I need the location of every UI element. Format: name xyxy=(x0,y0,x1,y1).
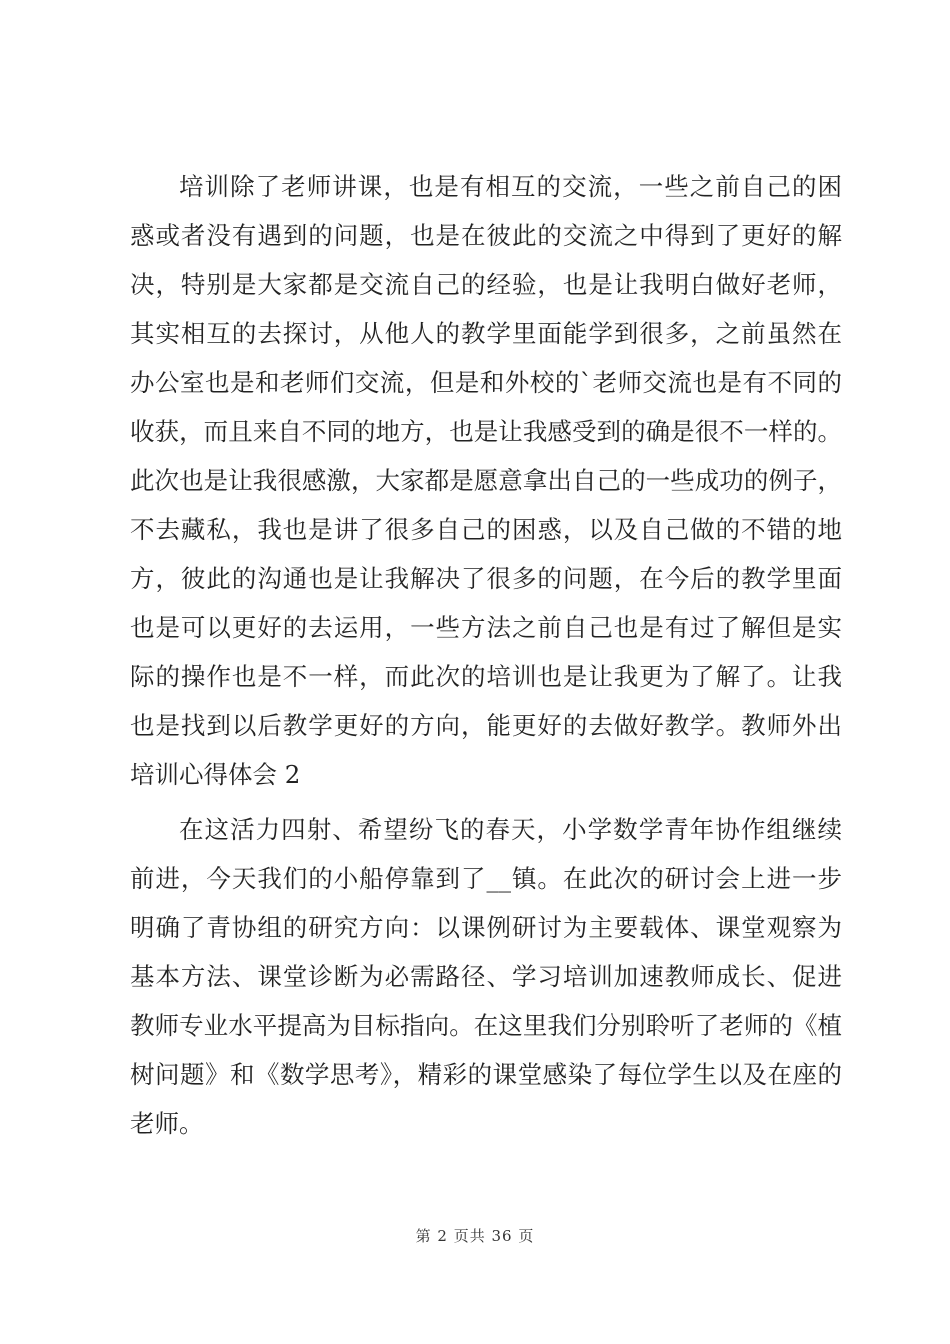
text-line: 不去藏私，我也是讲了很多自己的困惑，以及自己做的不错的地 xyxy=(130,515,842,544)
text-line: 也是找到以后教学更好的方向，能更好的去做好教学。教师外出 xyxy=(130,711,842,740)
text-line: 也是可以更好的去运用，一些方法之前自己也是有过了解但是实 xyxy=(130,613,842,642)
page-footer: 第 2 页共 36 页 xyxy=(415,1227,535,1245)
text-line: 决，特别是大家都是交流自己的经验，也是让我明白做好老师， xyxy=(130,270,842,299)
paragraph xyxy=(130,162,842,799)
text-line: 培训心得体会 2 xyxy=(130,760,301,789)
text-line: 明确了青协组的研究方向：以课例研讨为主要载体、课堂观察为 xyxy=(130,913,842,942)
text-line: 际的操作也是不一样，而此次的培训也是让我更为了解了。让我 xyxy=(130,662,842,691)
text-line: 方，彼此的沟通也是让我解决了很多的问题，在今后的教学里面 xyxy=(130,564,842,593)
text-line: 在这活力四射、希望纷飞的春天，小学数学青年协作组继续 xyxy=(179,815,842,844)
text-line: 办公室也是和老师们交流，但是和外校的`老师交流也是有不同的 xyxy=(130,368,842,397)
text-line: 老师。 xyxy=(130,1109,204,1138)
text-line: 收获，而且来自不同的地方，也是让我感受到的确是很不一样的。 xyxy=(130,417,842,446)
document-body xyxy=(130,162,842,1148)
text-line: 树问题》和《数学思考》，精彩的课堂感染了每位学生以及在座的 xyxy=(130,1060,842,1089)
text-line: 培训除了老师讲课，也是有相互的交流，一些之前自己的困 xyxy=(179,172,842,201)
text-line: 前进，今天我们的小船停靠到了__镇。在此次的研讨会上进一步 xyxy=(130,864,842,893)
text-line: 惑或者没有遇到的问题，也是在彼此的交流之中得到了更好的解 xyxy=(130,221,842,250)
text-line: 基本方法、课堂诊断为必需路径、学习培训加速教师成长、促进 xyxy=(130,962,842,991)
text-line: 此次也是让我很感激，大家都是愿意拿出自己的一些成功的例子， xyxy=(130,466,842,495)
text-line: 其实相互的去探讨，从他人的教学里面能学到很多，之前虽然在 xyxy=(130,319,842,348)
text-line: 教师专业水平提高为目标指向。在这里我们分别聆听了老师的《植 xyxy=(130,1011,842,1040)
paragraph xyxy=(130,805,842,1148)
